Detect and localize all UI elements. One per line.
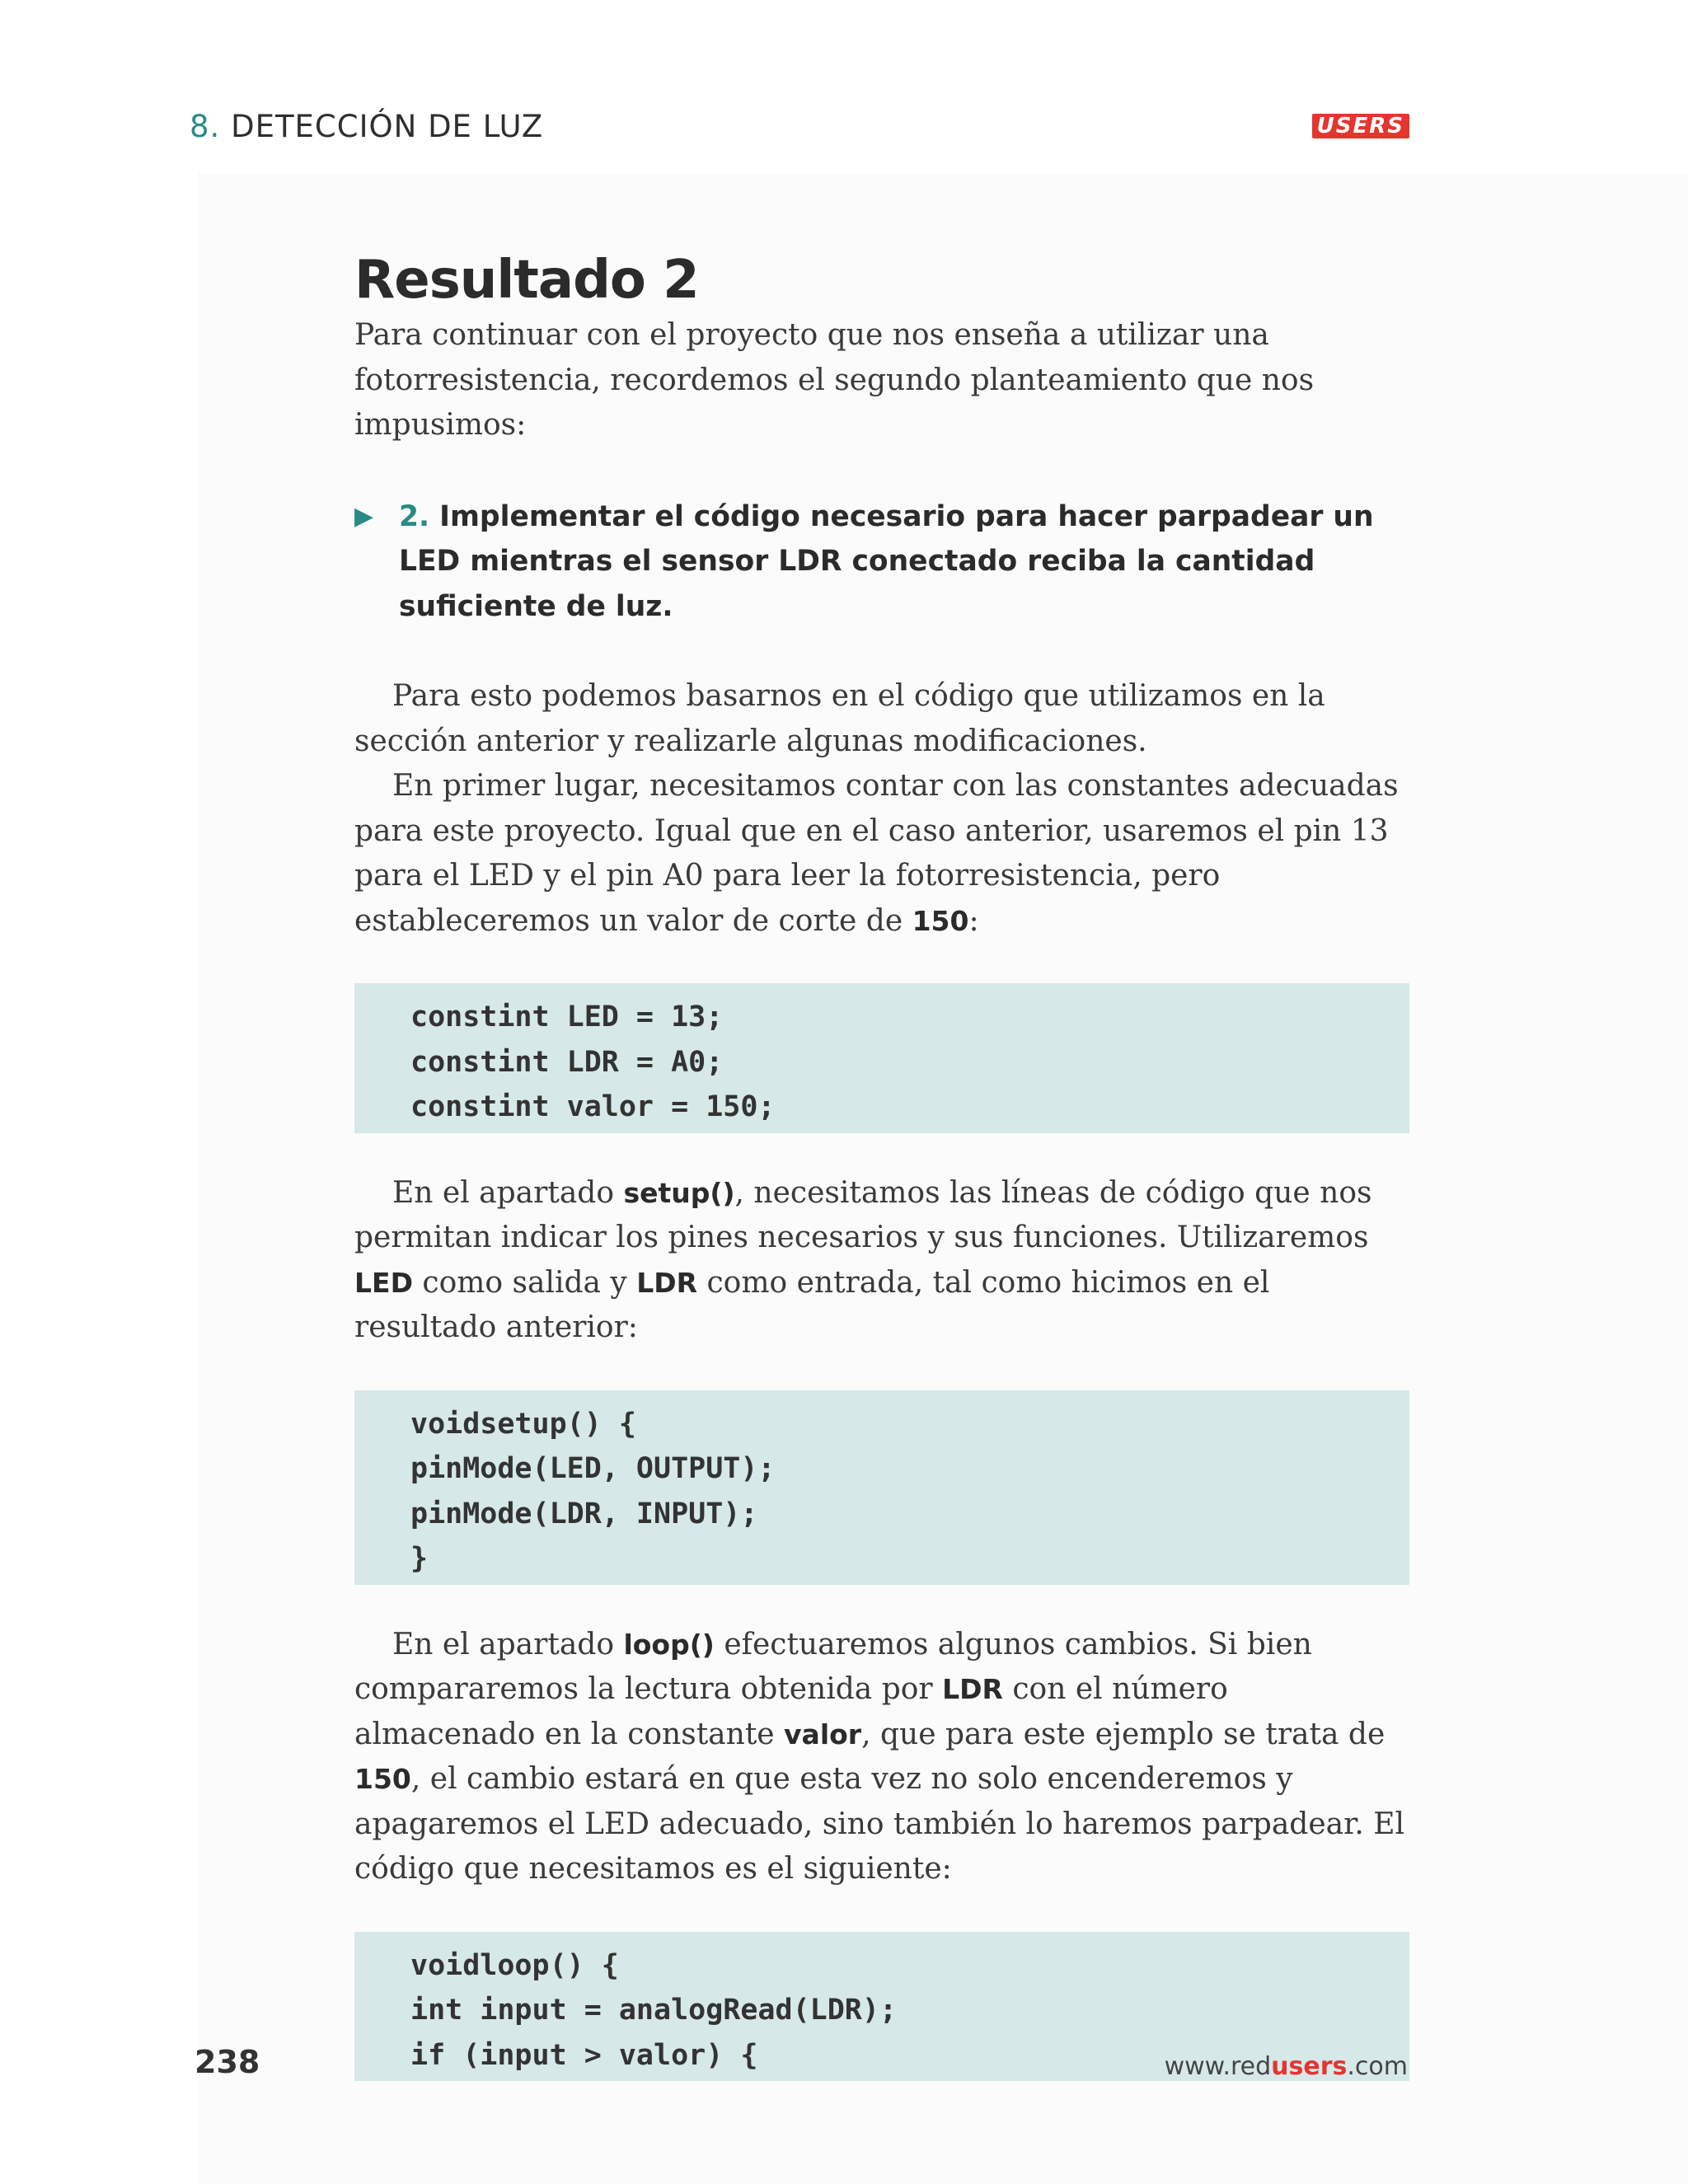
paragraph-2-end: :: [968, 903, 979, 938]
page-number: 238: [195, 2044, 260, 2080]
main-content: [354, 247, 1409, 2081]
p4-ldr: LDR: [942, 1673, 1003, 1705]
paragraph-4: [354, 1623, 1409, 1892]
p4-e: con el número almacenado en la constante: [354, 1672, 1228, 1751]
code-line: }: [410, 1542, 429, 1575]
code-line: voidsetup() {: [410, 1407, 636, 1441]
p3-led: LED: [354, 1266, 413, 1299]
paragraph-2: [354, 764, 1409, 944]
url-prefix: www.red: [1164, 2052, 1272, 2081]
bullet-item: [354, 494, 1409, 630]
p3-a: En el apartado: [392, 1175, 624, 1210]
chapter-title: DETECCIÓN DE LUZ: [231, 109, 544, 144]
page-header: [190, 109, 1409, 150]
p3-g: como entrada, tal como hicimos en el resultado anterior:: [354, 1265, 1270, 1344]
footer-url[interactable]: [1165, 2052, 1408, 2081]
users-logo: USERS: [1312, 114, 1409, 138]
code-line: if (input > valor) {: [410, 2038, 758, 2072]
paragraph-3: [354, 1171, 1409, 1351]
code-line: pinMode(LDR, INPUT);: [410, 1497, 758, 1530]
chapter-heading: [190, 109, 543, 144]
p4-150: 150: [354, 1763, 411, 1795]
intro-paragraph: Para continuar con el proyecto que nos enseña a utilizar una fotorresistencia, recordemos el segundo planteamiento que nos impusimos:: [354, 318, 1315, 442]
paragraph-1: Para esto podemos basarnos en el código que utilizamos en la sección anterior y realizarle algunas modificaciones.: [354, 679, 1325, 758]
p4-loop: loop(): [623, 1628, 715, 1661]
url-suffix: .com: [1347, 2052, 1408, 2081]
p3-ldr: LDR: [636, 1266, 698, 1299]
paragraph-2-bold: 150: [912, 904, 969, 937]
section-title: Resultado 2: [354, 250, 699, 311]
p4-valor: valor: [784, 1718, 862, 1750]
p3-setup: setup(): [623, 1176, 735, 1209]
p4-g: , que para este ejemplo se trata de: [861, 1717, 1386, 1751]
code-line: constint LED = 13;: [410, 1001, 724, 1033]
triangle-bullet-icon: ▶: [354, 501, 374, 531]
code-line: int input = analogRead(LDR);: [410, 1994, 898, 2027]
p3-c: , necesitamos las líneas de código que nos permitan indicar los pines necesarios y sus funciones. Utilizaremos: [354, 1175, 1372, 1254]
code-line: constint valor = 150;: [410, 1090, 776, 1123]
code-line: constint LDR = A0;: [410, 1045, 724, 1079]
p4-a: En el apartado: [392, 1627, 624, 1661]
p4-i: , el cambio estará en que esta vez no solo encenderemos y apagaremos el LED adecuado, sino también lo haremos parpadear. El código que necesitamos es el siguiente:: [354, 1762, 1405, 1886]
bullet-text: Implementar el código necesario para hacer parpadear un LED mientras el sensor LDR conectado reciba la cantidad suficiente de luz.: [399, 499, 1374, 623]
bullet-number: 2.: [399, 499, 430, 533]
code-line: pinMode(LED, OUTPUT);: [410, 1452, 776, 1485]
p4-c: efectuaremos algunos cambios. Si bien compararemos la lectura obtenida por: [354, 1627, 1312, 1706]
chapter-number: 8.: [190, 109, 221, 144]
code-line: voidloop() {: [410, 1948, 619, 1982]
p3-e: como salida y: [412, 1265, 637, 1300]
paragraph-2-text: En primer lugar, necesitamos contar con las constantes adecuadas para este proyecto. Igual que en el caso anterior, usaremos el pin 13 para el LED y el pin A0 para leer la fotorresistencia, pero estableceremos un valor de corte de: [354, 769, 1399, 938]
code-block-setup: [354, 1390, 1409, 1585]
url-brand: users: [1271, 2052, 1348, 2081]
code-block-constants: [354, 983, 1409, 1133]
